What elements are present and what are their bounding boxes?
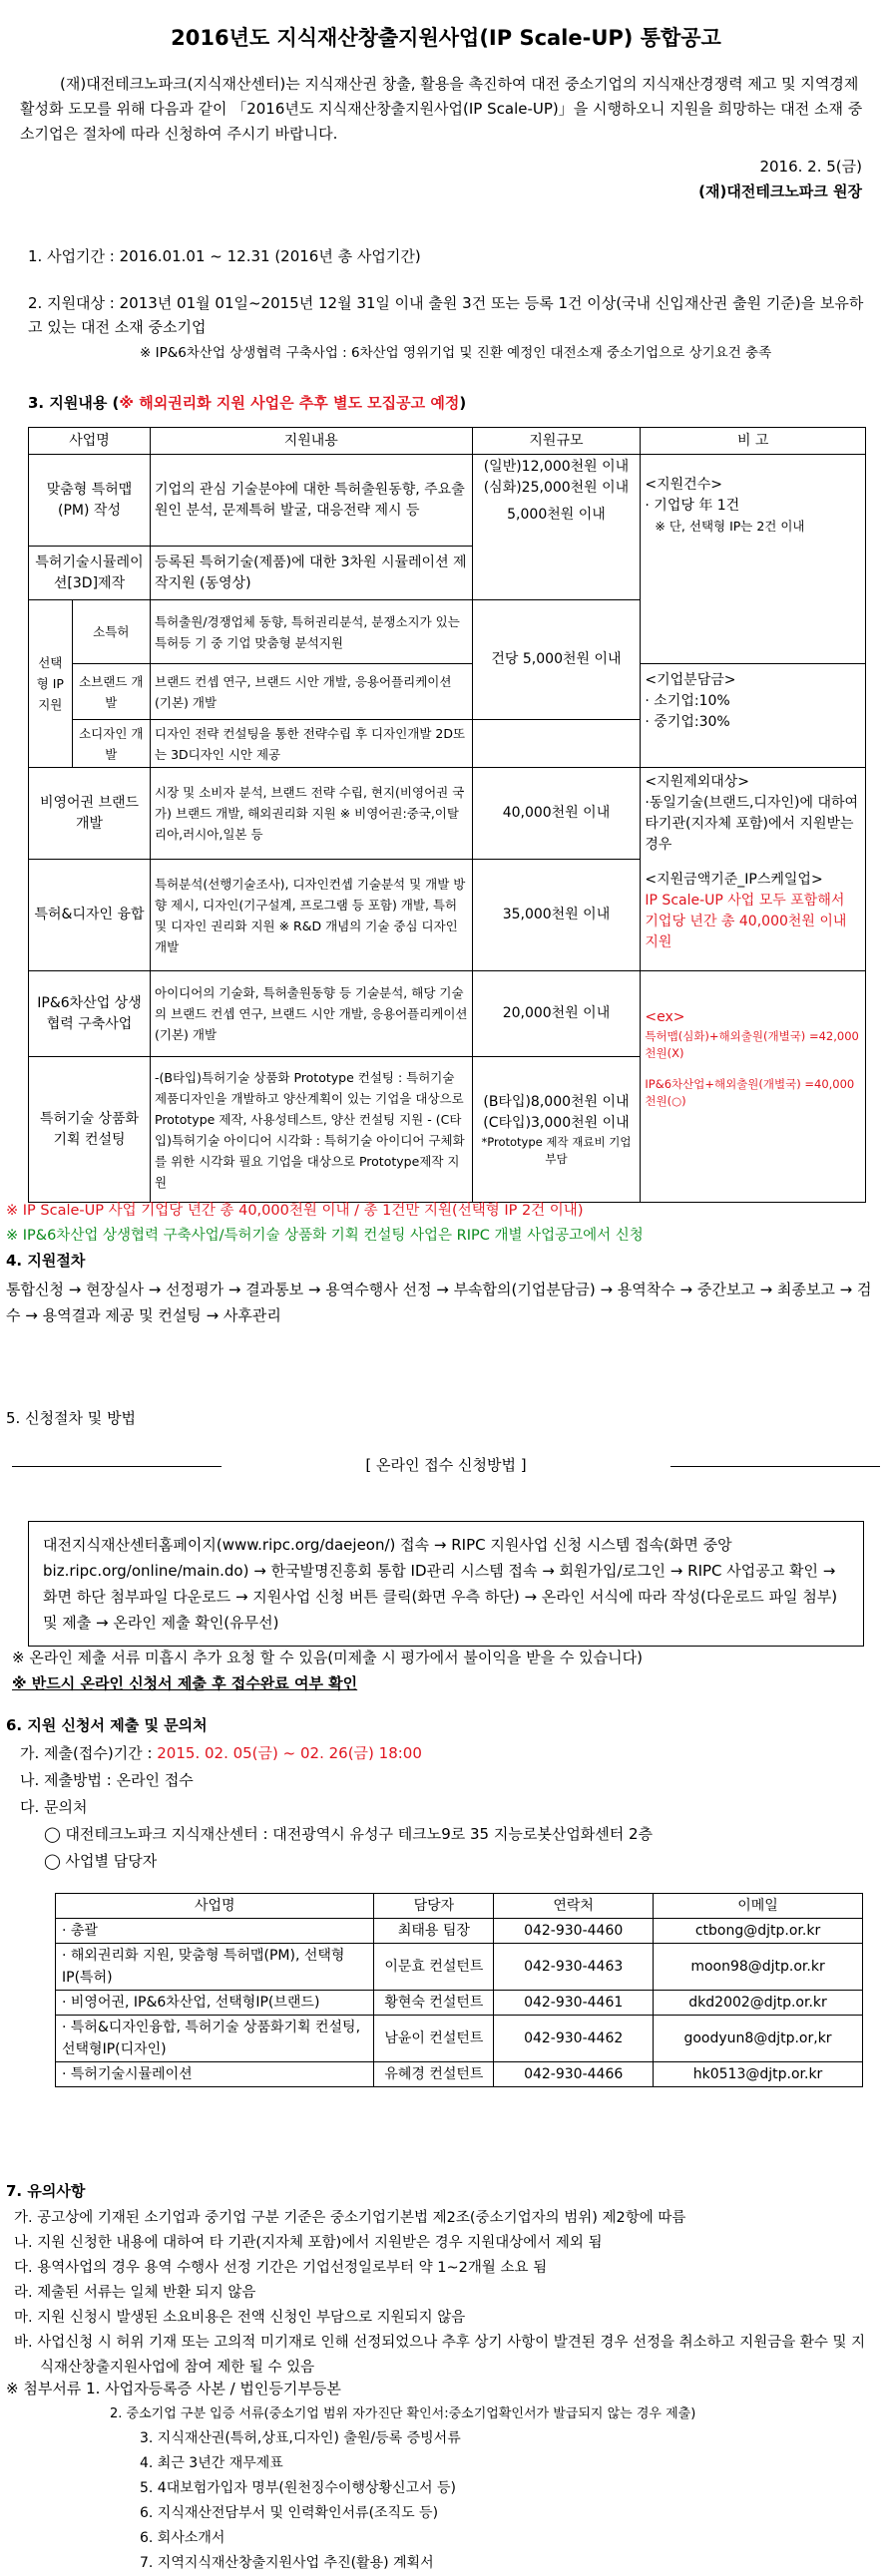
section-3-note: ※ 해외권리화 지원 사업은 추후 별도 모집공고 예정: [119, 394, 460, 412]
list-item: 5. 4대보험가입자 명부(원천징수이행상황신고서 등): [140, 2480, 457, 2496]
attachments-list: [0, 2401, 892, 2576]
note-example-b: IP&6차산업+해외출원(개별국) =40,000천원(○): [645, 1077, 855, 1108]
table-row: [56, 1944, 863, 1991]
section-5-heading: 5. 신청절차 및 방법: [6, 1409, 137, 1427]
section-3-label: 3. 지원내용 (: [28, 394, 120, 412]
contact-email: moon98@djtp.or.kr: [654, 1944, 863, 1991]
section-4-flow: 통합신청 → 현장실사 → 선정평가 → 결과통보 → 용역수행사 선정 → 부속합의(기업분담금) → 용역착수 → 중간보고 → 최종보고 → 검수 → 용역결과 제공 및 컨설팅 → 사후관리: [6, 1281, 872, 1324]
section-1-period: 1. 사업기간 : 2016.01.01 ~ 12.31 (2016년 총 사업기간): [28, 247, 421, 265]
note-limit-title: <지원금액기준_IP스케일업>: [645, 872, 823, 888]
table-row: [29, 664, 866, 720]
content-simulation: 등록된 특허기술(제품)에 대한 3차원 시뮬레이션 제작지원 (동영상): [151, 547, 473, 600]
note-count-title: <지원건수>: [645, 477, 722, 493]
contact-email: goodyun8@djtp.or,kr: [654, 2016, 863, 2062]
online-procedure-box: 대전지식재산센터홈페이지(www.ripc.org/daejeon/) 접속 → RIPC 지원사업 신청 시스템 접속(화면 중앙 biz.ripc.org/online/main.do) → 한국발명진흥회 통합 ID관리 시스템 접속 → 회원가입/로그인 → RIPC 사업공고 확인 → 화면 하단 첨부파일 다운로드 → 지원사업 신청 버튼 클릭(화면 우측 하단) → 온라인 서식에 따라 작성(다운로드 파일 첨부) 및 제출 → 온라인 제출 확인(유무선): [28, 1521, 864, 1647]
section-5-note-1: ※ 온라인 제출 서류 미흡시 추가 요청 할 수 있음(미제출 시 평가에서 불이익을 받을 수 있습니다): [12, 1649, 643, 1666]
support-table-header: [29, 428, 866, 455]
attachments-heading: ※ 첨부서류 1. 사업자등록증 사본 / 법인등기부등본: [6, 2380, 341, 2397]
note-count-b: ※ 단, 선택형 IP는 2건 이내: [655, 519, 805, 534]
col-program: 사업명: [29, 428, 151, 455]
contact-manager: 유혜경 컨설턴트: [374, 2062, 494, 2087]
contact-program: · 특허기술시뮬레이션: [56, 2062, 374, 2087]
section-6-contact: 다. 문의처: [20, 1798, 88, 1816]
table-row: [56, 1991, 863, 2016]
list-item: 마. 지원 신청시 발생된 소요비용은 전액 신청인 부담으로 지원되지 않음: [14, 2310, 466, 2326]
col-email: 이메일: [654, 1894, 863, 1919]
program-design: 소디자인 개발: [72, 720, 150, 768]
col-phone: 연락처: [494, 1894, 654, 1919]
contact-table-header: [56, 1894, 863, 1919]
content-patent-design: 특허분석(선행기술조사), 디자인컨셉 기술분석 및 개발 방향 제시, 디자인(기구설계, 프로그램 등 포함) 개발, 특허 및 디자인 권리화 지원 ※ R&D 개념의 기술 중심 디자인 개발: [151, 860, 473, 971]
program-patent-map: 맞춤형 특허맵(PM) 작성: [29, 455, 151, 547]
list-item: 나. 지원 신청한 내용에 대하여 타 기관(지자체 포함)에서 지원받은 경우 지원대상에서 제외 됨: [14, 2235, 603, 2251]
contact-phone: 042-930-4466: [494, 2062, 654, 2087]
section-5-note-2: ※ 반드시 온라인 신청서 제출 후 접수완료 여부 확인: [12, 1674, 358, 1692]
program-non-english-brand: 비영어권 브랜드 개발: [29, 768, 151, 860]
scale-patent-design: 35,000천원 이내: [472, 860, 641, 971]
table-row: [29, 971, 866, 1057]
issuing-org: (재)대전테크노파크 원장: [698, 183, 862, 200]
scale-advanced: (심화)25,000천원 이내: [483, 480, 630, 496]
program-simulation: 특허기술시뮬레이션[3D]제작: [29, 547, 151, 600]
note-exclusion-title: <지원제외대상>: [645, 774, 750, 790]
content-6th-industry: 아이디어의 기술화, 특허출원동향 등 기술분석, 해당 기술의 브랜드 컨셉 연구, 브랜드 시안 개발, 응용어플리케이션(기본) 개발: [151, 971, 473, 1057]
note-count-a: · 기업당 年 1건: [645, 498, 740, 514]
program-patent: 소특허: [72, 600, 150, 664]
content-commercialization: -(B타입)특허기술 상품화 Prototype 컨설팅 : 특허기술 제품디자인을 개발하고 양산계획이 있는 기업을 대상으로 Prototype 제작, 사용성테스트, 양산 컨설팅 지원 - (C타입)특허기술 아이디어 시각화 : 특허기술 아이디어 구체화를 위한 시각화 필요 기업을 대상으로 Prototype제작 지원: [151, 1057, 473, 1203]
period-label: 가. 제출(접수)기간 :: [20, 1744, 158, 1762]
scale-commercialization: [472, 1057, 641, 1203]
warning-limit: ※ IP Scale-UP 사업 기업당 년간 총 40,000천원 이내 / 총 1건만 지원(선택형 IP 2건 이내): [6, 1203, 584, 1219]
program-brand: 소브랜드 개발: [72, 664, 150, 720]
contact-email: dkd2002@djtp.or.kr: [654, 1991, 863, 2016]
scale-simulation: 5,000천원 이내: [507, 507, 606, 523]
list-item: 3. 지식재산권(특허,상표,디자인) 출원/등록 증빙서류: [140, 2430, 461, 2446]
content-brand: 브랜드 컨셉 연구, 브랜드 시안 개발, 응용어플리케이션(기본) 개발: [151, 664, 473, 720]
contact-manager: 남윤이 컨설턴트: [374, 2016, 494, 2062]
table-row: [56, 1919, 863, 1944]
contact-program: · 비영어권, IP&6차산업, 선택형IP(브랜드): [56, 1991, 374, 2016]
table-row: [29, 768, 866, 860]
contact-program: · 해외권리화 지원, 맞춤형 특허맵(PM), 선택형IP(특허): [56, 1944, 374, 1991]
section-2-target: 2. 지원대상 : 2013년 01월 01일~2015년 12월 31일 이내 출원 3건 또는 등록 1건 이상(국내 신입재산권 출원 기준)을 보유하고 있는 대전 소재 중소기업: [28, 294, 864, 336]
support-table: [28, 427, 866, 1203]
note-example-title: <ex>: [645, 1009, 685, 1025]
scale-general: (일반)12,000천원 이내: [483, 459, 630, 475]
intro-paragraph: (재)대전테크노파크(지식재산센터)는 지식재산권 창출, 활용을 촉진하여 대전 중소기업의 지식재산경쟁력 제고 및 지역경제 활성화 도모를 위해 다음과 같이 「2016년도 지식재산창출지원사업(IP Scale-UP)」을 시행하오니 지원을 희망하는 대전 소재 중소기업은 절차에 따라 신청하여 주시기 바랍니다.: [20, 75, 863, 143]
program-6th-industry: IP&6차산업 상생협력 구축사업: [29, 971, 151, 1057]
scale-non-english-brand: 40,000천원 이내: [472, 768, 641, 860]
section-6-center: ◯ 대전테크노파크 지식재산센터 : 대전광역시 유성구 테크노9로 35 지능로봇산업화센터 2층: [44, 1825, 654, 1843]
table-row: [29, 455, 866, 547]
scale-design-empty: [472, 720, 641, 768]
contact-phone: 042-930-4461: [494, 1991, 654, 2016]
section-3-close: ): [459, 394, 467, 412]
scale-prototype-note: *Prototype 제작 재료비 기업 부담: [481, 1134, 632, 1166]
list-item: 6. 회사소개서: [140, 2530, 225, 2546]
note-share-a: · 소기업:10%: [645, 693, 730, 709]
section-7-heading: 7. 유의사항: [6, 2182, 86, 2200]
content-patent-map: 기업의 관심 기술분야에 대한 특허출원동향, 주요출원인 분석, 문제특허 발굴, 대응전략 제시 등: [151, 455, 473, 547]
note-example-a: 특허맵(심화)+해외출원(개별국) =42,000천원(X): [645, 1029, 859, 1060]
list-item: 다. 용역사업의 경우 용역 수행사 선정 기간은 기업선정일로부터 약 1~2개월 소요 됨: [14, 2260, 548, 2276]
contact-email: ctbong@djtp.or.kr: [654, 1919, 863, 1944]
list-item: 6. 지식재산전담부서 및 인력확인서류(조직도 등): [140, 2505, 439, 2521]
section-6-method: 나. 제출방법 : 온라인 접수: [20, 1771, 194, 1789]
section-5-sub: [ 온라인 접수 신청방법 ]: [365, 1456, 527, 1474]
contact-program: · 특허&디자인융합, 특허기술 상품화기획 컨설팅, 선택형IP(디자인): [56, 2016, 374, 2062]
table-row: [56, 2016, 863, 2062]
content-non-english-brand: 시장 및 소비자 분석, 브랜드 전략 수립, 현지(비영어권 국가) 브랜드 개발, 해외권리화 지원 ※ 비영어권:중국,이탈리아,러시아,일본 등: [151, 768, 473, 860]
section-3-heading: [0, 391, 892, 415]
contact-phone: 042-930-4460: [494, 1919, 654, 1944]
list-item: 가. 공고상에 기재된 소기업과 중기업 구분 기준은 중소기업기본법 제2조(중소기업자의 범위) 제2항에 따름: [14, 2210, 686, 2226]
contact-phone: 042-930-4462: [494, 2016, 654, 2062]
note-share-b: · 중기업:30%: [645, 714, 730, 730]
contact-email: hk0513@djtp.or.kr: [654, 2062, 863, 2087]
scale-type-b: (B타입)8,000천원 이내: [483, 1093, 630, 1110]
col-note: 비 고: [641, 428, 866, 455]
contact-manager: 황현숙 컨설턴트: [374, 1991, 494, 2016]
list-item: 4. 최근 3년간 재무제표: [140, 2455, 283, 2471]
contact-table: [55, 1893, 863, 2087]
section-6-period: [0, 1741, 892, 1765]
note-share-title: <기업분담금>: [645, 672, 736, 688]
contact-manager: 이문효 컨설턴트: [374, 1944, 494, 1991]
section-6-managers: ◯ 사업별 담당자: [44, 1852, 158, 1870]
contact-program: · 총괄: [56, 1919, 374, 1944]
content-patent: 특허출원/경쟁업체 동향, 특허권리분석, 분쟁소지가 있는 특허등 기 중 기업 맞춤형 분석지원: [151, 600, 473, 664]
program-commercialization: 특허기술 상품화 기획 컨설팅: [29, 1057, 151, 1203]
note-limit-a: IP Scale-UP 사업 모두 포함해서 기업당 년간 총 40,000천원 이내 지원: [645, 893, 847, 950]
table-row: [56, 2062, 863, 2087]
scale-type-c: (C타입)3,000천원 이내: [483, 1114, 630, 1131]
col-scale: 지원규모: [472, 428, 641, 455]
divider-right: [670, 1466, 880, 1467]
note-example: [641, 971, 866, 1203]
section-6-heading: 6. 지원 신청서 제출 및 문의처: [6, 1716, 208, 1734]
list-item: 7. 지역지식재산창출지원사업 추진(활용) 계획서: [140, 2555, 434, 2571]
period-value: 2015. 02. 05(금) ~ 02. 26(금) 18:00: [157, 1744, 422, 1762]
scale-selective: 건당 5,000천원 이내: [472, 600, 641, 720]
scale-6th-industry: 20,000천원 이내: [472, 971, 641, 1057]
section-4-heading: 4. 지원절차: [6, 1252, 86, 1270]
list-item: 2. 중소기업 구분 입증 서류(중소기업 범위 자가진단 확인서:중소기업확인서가 발급되지 않는 경우 제출): [110, 2406, 696, 2421]
scale-patent-map: [472, 455, 641, 600]
note-share: [641, 664, 866, 768]
note-exclusion-a: ·동일기술(브랜드,디자인)에 대하여 타기관(지자체 포함)에서 지원받는 경우: [645, 795, 859, 853]
list-item: 바. 사업신청 시 허위 기재 또는 고의적 미기재로 인해 선정되었으나 추후 상기 사항이 발견된 경우 선정을 취소하고 지원금을 환수 및 지식재산창출지원사업에 참여 제한 될 수 있음: [14, 2335, 866, 2376]
content-design: 디자인 전략 컨설팅을 통한 전략수립 후 디자인개발 2D또는 3D디자인 시안 제공: [151, 720, 473, 768]
program-patent-design: 특허&디자인 융합: [29, 860, 151, 971]
col-content: 지원내용: [151, 428, 473, 455]
note-exclusion: [641, 768, 866, 971]
list-item: 라. 제출된 서류는 일체 반환 되지 않음: [14, 2285, 256, 2301]
section-7-list: [0, 2206, 892, 2381]
col-program: 사업명: [56, 1894, 374, 1919]
contact-phone: 042-930-4463: [494, 1944, 654, 1991]
notice-date: 2016. 2. 5(금): [759, 158, 862, 176]
col-manager: 담당자: [374, 1894, 494, 1919]
page-title: 2016년도 지식재산창출지원사업(IP Scale-UP) 통합공고: [171, 26, 721, 50]
program-group-selective-ip: 선택형 IP 지원: [29, 600, 73, 768]
contact-manager: 최태용 팀장: [374, 1919, 494, 1944]
section-2-note: ※ IP&6차산업 상생협력 구축사업 : 6차산업 영위기업 및 진환 예정인 대전소재 중소기업으로 상기요건 충족: [140, 345, 772, 361]
note-count: [641, 455, 866, 664]
warning-ripc: ※ IP&6차산업 상생협력 구축사업/특허기술 상품화 기획 컨설팅 사업은 RIPC 개별 사업공고에서 신청: [6, 1228, 644, 1244]
